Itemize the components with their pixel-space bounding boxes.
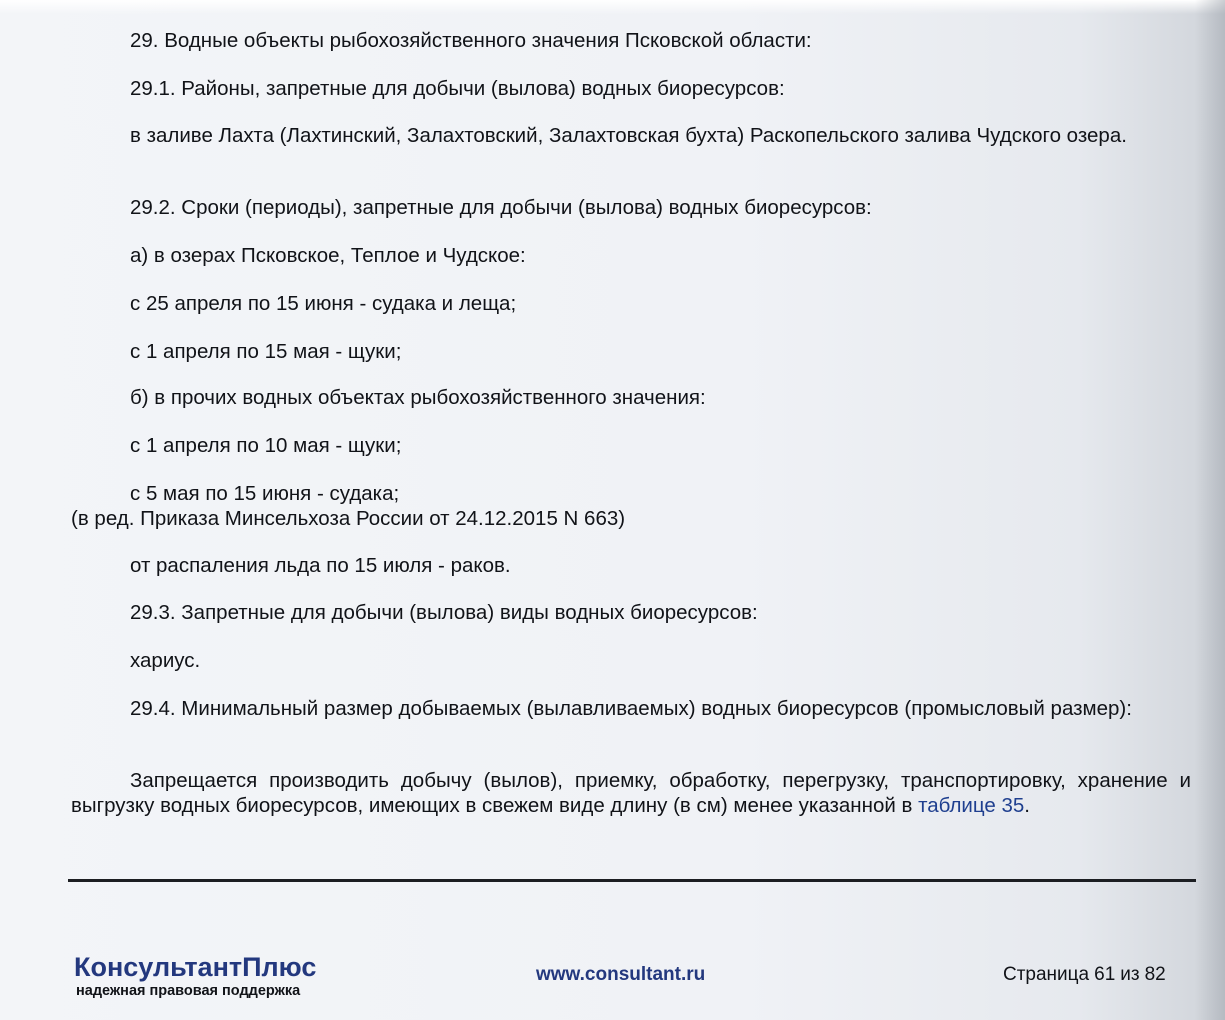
paragraph-lakhta-bay: в заливе Лахта (Лахтинский, Залахтовский, Залахтовская бухта) Раскопельского залива Чудского озера. (130, 124, 1127, 147)
page-top-edge (0, 0, 1225, 14)
page-label: Страница (1003, 964, 1090, 985)
page-total: 82 (1144, 964, 1166, 985)
period-pike-lakes: с 1 апреля по 15 мая - щуки; (130, 340, 402, 363)
page-counter (1003, 964, 1166, 986)
page-current: 61 (1094, 964, 1116, 985)
paragraph-prohibition (71, 768, 1191, 818)
amendment-note: (в ред. Приказа Минсельхоза России от 24.12.2015 N 663) (71, 507, 626, 530)
subsection-29-3: 29.3. Запретные для добычи (вылова) виды водных биоресурсов: (130, 601, 758, 624)
period-crayfish: от распаления льда по 15 июля - раков. (130, 554, 511, 577)
list-item-b-other-waters: б) в прочих водных объектах рыбохозяйственного значения: (130, 386, 706, 409)
list-item-a-lakes: а) в озерах Псковское, Теплое и Чудское: (130, 244, 526, 267)
table-35-link[interactable]: таблице 35 (918, 794, 1025, 817)
subsection-29-4: 29.4. Минимальный размер добываемых (вылавливаемых) водных биоресурсов (промысловый размер): (130, 697, 1132, 720)
species-grayling: хариус. (130, 649, 201, 672)
website-url[interactable]: www.consultant.ru (536, 964, 706, 985)
prohibition-text: Запрещается производить добычу (вылов), приемку, обработку, перегрузку, транспортировку, хранение и выгрузку водных биоресурсов, имеющих в свежем виде длину (в см) менее указанной в (71, 769, 1191, 817)
consultant-logo (74, 952, 316, 1000)
section-heading-29: 29. Водные объекты рыбохозяйственного значения Псковской области: (130, 29, 812, 52)
period-pike-other: с 1 апреля по 10 мая - щуки; (130, 434, 402, 457)
subsection-29-1: 29.1. Районы, запретные для добычи (вылова) водных биоресурсов: (130, 77, 785, 100)
footer-divider (68, 879, 1196, 882)
page-right-shadow (1195, 0, 1225, 1020)
brand-tagline: надежная правовая поддержка (76, 983, 301, 999)
period-zander-other: с 5 мая по 15 июня - судака; (130, 482, 400, 505)
prohibition-tail: . (1024, 794, 1030, 817)
page-of: из (1120, 964, 1140, 985)
period-zander-bream: с 25 апреля по 15 июня - судака и леща; (130, 292, 517, 315)
subsection-29-2: 29.2. Сроки (периоды), запретные для добычи (вылова) водных биоресурсов: (130, 196, 872, 219)
brand-name: КонсультантПлюс (74, 952, 317, 982)
